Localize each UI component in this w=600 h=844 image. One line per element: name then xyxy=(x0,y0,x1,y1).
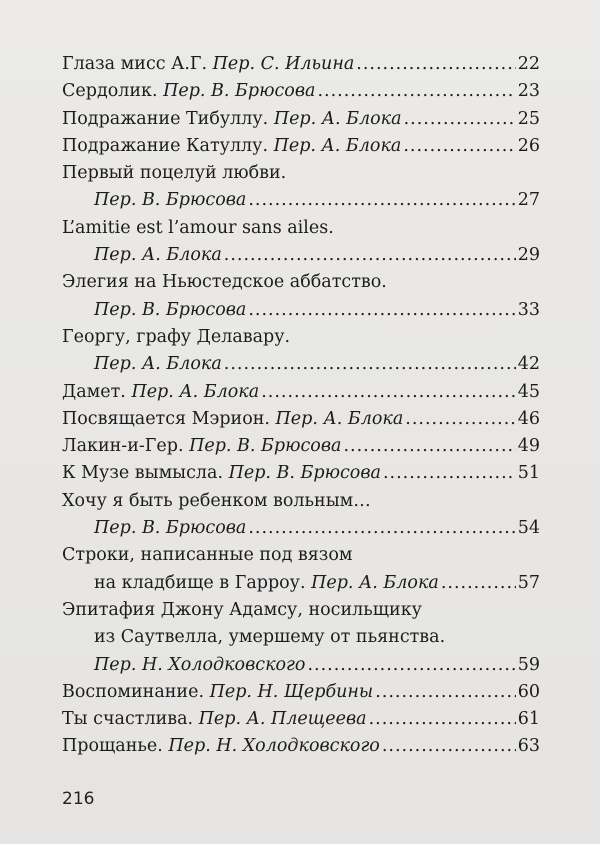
toc-entry-page: 29 xyxy=(517,245,540,266)
toc-entry xyxy=(62,542,540,569)
toc-entry xyxy=(62,460,540,487)
toc-entry xyxy=(62,160,540,187)
toc-entry-title: Подражание Тибуллу. xyxy=(62,108,274,129)
dot-leader xyxy=(383,460,516,487)
toc-entry-page: 33 xyxy=(517,299,540,320)
toc-entry-page: 63 xyxy=(517,736,540,757)
toc-entry-translator: Пер. Н. Холодковского xyxy=(94,654,306,675)
dot-leader xyxy=(369,706,516,733)
toc-entry-page: 49 xyxy=(517,436,540,457)
dot-leader xyxy=(224,242,516,269)
toc-entry xyxy=(62,78,540,105)
toc-entry-page: 51 xyxy=(517,463,540,484)
toc-entry-translator: Пер. А. Блока xyxy=(275,408,404,429)
toc-entry-translator: Пер. А. Блока xyxy=(311,572,439,593)
toc-entry-title: Глаза мисс А.Г. xyxy=(62,54,213,74)
toc-entry-page: 26 xyxy=(517,135,540,156)
toc-entry-translator: Пер. А. Блока xyxy=(273,108,402,129)
toc-entry-title: из Саутвелла, умершему от пьянства. xyxy=(94,627,446,648)
toc-entry-title: L’amitie est l’amour sans ailes. xyxy=(62,217,334,238)
toc-entry-title: Посвящается Мэрион. xyxy=(62,408,276,429)
toc-entry-translator: Пер. В. Брюсова xyxy=(163,81,316,102)
toc-entry-title: Лакин-и-Гер. xyxy=(62,436,190,457)
toc-entry xyxy=(62,733,540,760)
toc-entry-title: Сердолик. xyxy=(62,81,164,102)
toc-entry-title: Хочу я быть ребенком вольным… xyxy=(62,490,371,511)
toc-entry xyxy=(62,187,540,214)
toc-entry-page: 22 xyxy=(517,54,540,74)
toc-entry-translator: Пер. А. Блока xyxy=(273,135,402,156)
toc-entry-page: 59 xyxy=(517,654,540,675)
toc-entry xyxy=(62,324,540,351)
toc-entry xyxy=(62,215,540,242)
dot-leader xyxy=(261,379,516,406)
toc-entry-page: 60 xyxy=(517,681,540,702)
toc-entry-page: 61 xyxy=(517,709,540,730)
toc-entry-title: Ты счастлива. xyxy=(62,709,199,730)
toc-entry-title: К Музе вымысла. xyxy=(62,463,229,484)
table-of-contents xyxy=(62,51,540,761)
toc-entry xyxy=(62,51,540,78)
toc-entry xyxy=(62,488,540,515)
toc-entry-translator: Пер. А. Блока xyxy=(94,245,222,266)
toc-entry xyxy=(62,379,540,406)
toc-entry-translator: Пер. В. Брюсова xyxy=(189,436,342,457)
dot-leader xyxy=(317,78,515,105)
toc-entry-title: Подражание Катуллу. xyxy=(62,135,274,156)
toc-entry-page: 27 xyxy=(517,190,540,211)
toc-entry xyxy=(62,406,540,433)
toc-entry xyxy=(62,597,540,624)
dot-leader xyxy=(356,51,515,78)
toc-entry-page: 46 xyxy=(517,408,540,429)
toc-entry-page: 57 xyxy=(517,572,540,593)
dot-leader xyxy=(248,187,515,214)
toc-entry-translator: Пер. В. Брюсова xyxy=(94,518,247,539)
toc-entry-title: Строки, написанные под вязом xyxy=(62,545,353,566)
toc-entry xyxy=(62,679,540,706)
toc-entry-translator: Пер. А. Блока xyxy=(94,354,222,375)
toc-entry-title: Эпитафия Джону Адамсу, носильщику xyxy=(62,599,422,620)
toc-entry xyxy=(62,269,540,296)
toc-entry-title: Прощанье. xyxy=(62,736,169,757)
dot-leader xyxy=(248,515,515,542)
toc-entry xyxy=(62,351,540,378)
toc-entry xyxy=(62,433,540,460)
toc-entry-page: 25 xyxy=(517,108,540,129)
toc-entry xyxy=(62,652,540,679)
dot-leader xyxy=(405,406,515,433)
dot-leader xyxy=(404,106,516,133)
toc-entry-page: 23 xyxy=(517,81,540,102)
toc-entry-translator: Пер. Н. Щербины xyxy=(209,681,374,702)
toc-entry-translator: Пер. А. Блока xyxy=(131,381,260,402)
toc-entry xyxy=(62,515,540,542)
toc-entry-translator: Пер. Н. Холодковского xyxy=(168,736,380,757)
toc-entry xyxy=(62,242,540,269)
toc-entry-title: Георгу, графу Делавару. xyxy=(62,326,291,347)
toc-entry xyxy=(62,624,540,651)
dot-leader xyxy=(375,679,516,706)
toc-entry-translator: Пер. А. Плещеева xyxy=(198,709,367,730)
dot-leader xyxy=(224,351,516,378)
dot-leader xyxy=(248,297,515,324)
toc-entry-title: Дамет. xyxy=(62,381,132,402)
dot-leader xyxy=(307,652,515,679)
toc-entry-translator: Пер. В. Брюсова xyxy=(94,190,247,211)
toc-entry xyxy=(62,570,540,597)
dot-leader xyxy=(441,570,516,597)
dot-leader xyxy=(382,733,516,760)
toc-entry-translator: Пер. В. Брюсова xyxy=(228,463,381,484)
toc-entry-title: Воспоминание. xyxy=(62,681,210,702)
toc-entry-translator: Пер. В. Брюсова xyxy=(94,299,247,320)
toc-entry-translator: Пер. С. Ильина xyxy=(212,54,355,74)
toc-entry-page: 54 xyxy=(517,518,540,539)
toc-entry xyxy=(62,133,540,160)
toc-entry xyxy=(62,297,540,324)
toc-entry-title: на кладбище в Гарроу. xyxy=(94,572,312,593)
toc-entry xyxy=(62,106,540,133)
page-number: 216 xyxy=(62,789,95,809)
dot-leader xyxy=(403,133,515,160)
toc-entry-title: Первый поцелуй любви. xyxy=(62,163,287,184)
toc-entry xyxy=(62,706,540,733)
toc-entry-page: 45 xyxy=(517,381,540,402)
toc-entry-page: 42 xyxy=(517,354,540,375)
toc-entry-title: Элегия на Ньюстедское аббатство. xyxy=(62,272,387,293)
dot-leader xyxy=(343,433,515,460)
